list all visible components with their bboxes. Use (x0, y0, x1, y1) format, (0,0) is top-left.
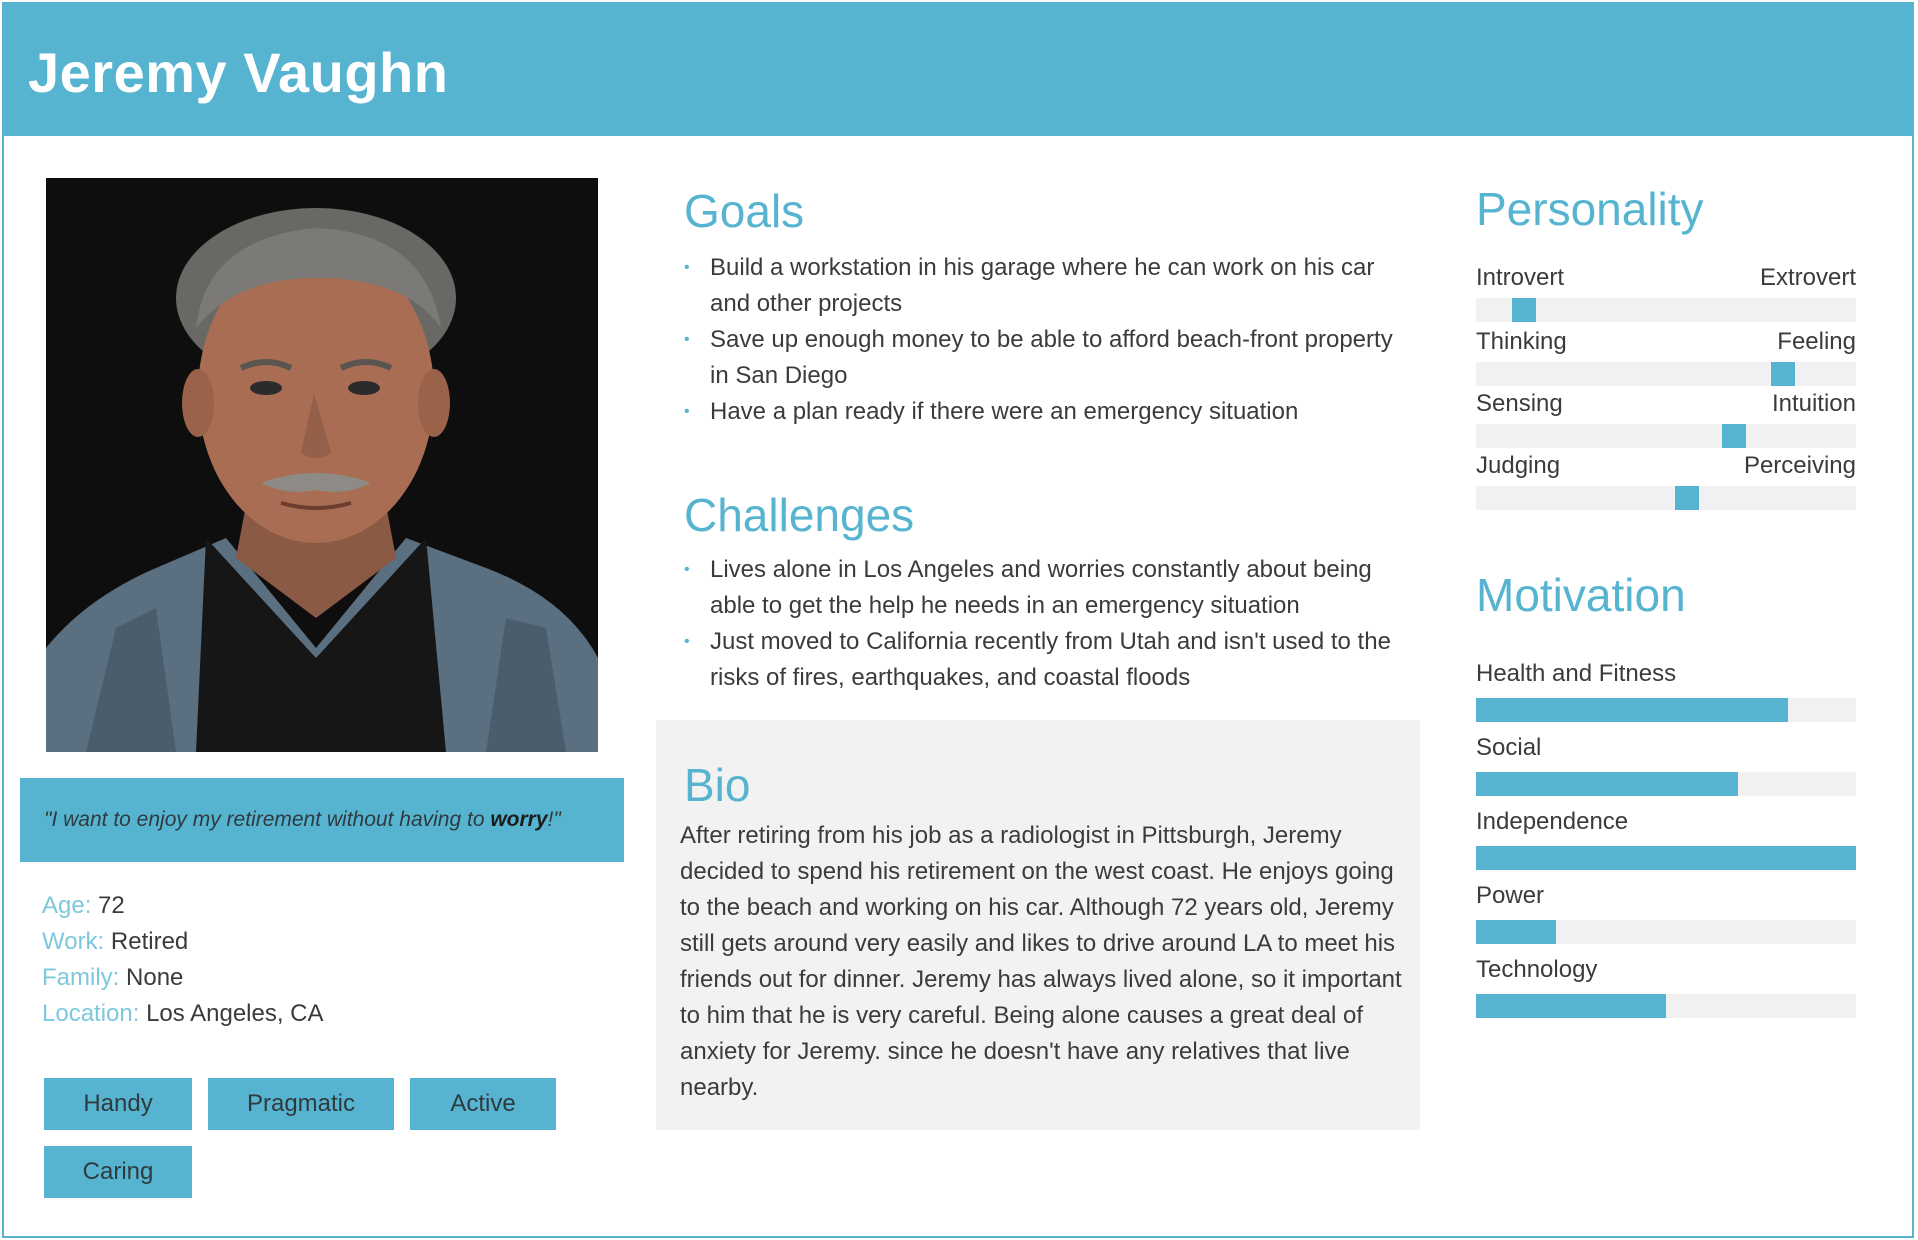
tag-caring: Caring (44, 1146, 192, 1198)
motivation-track (1476, 846, 1856, 870)
tag-pragmatic: Pragmatic (208, 1078, 394, 1130)
trait-left-label: Thinking (1476, 328, 1567, 355)
fact-key: Family: (42, 964, 120, 991)
motivation-health-fitness (1476, 660, 1856, 690)
motivation-label: Power (1476, 882, 1545, 909)
motivation-fill (1476, 846, 1856, 870)
challenges-heading: Challenges (684, 489, 915, 541)
motivation-label: Technology (1476, 956, 1598, 983)
challenges-list (684, 552, 1414, 696)
trait-track (1476, 362, 1856, 386)
tag-active: Active (410, 1078, 556, 1130)
motivation-independence (1476, 808, 1856, 838)
trait-marker (1512, 298, 1536, 322)
trait-left-label: Judging (1476, 452, 1561, 479)
trait-right-label: Extrovert (1759, 264, 1856, 291)
trait-thinking-feeling (1476, 328, 1856, 358)
quote-box (20, 778, 624, 862)
fact-family (42, 960, 324, 996)
list-item: • Lives alone in Los Angeles and worries constantly about being able to get the help he needs in an emergency situation (684, 552, 1414, 624)
motivation-track (1476, 698, 1856, 722)
trait-track (1476, 424, 1856, 448)
quote-text-start: "I want to enjoy my retirement without having to (44, 808, 491, 831)
trait-sensing-intuition (1476, 390, 1856, 420)
goals-list (684, 250, 1404, 430)
motivation-label: Health and Fitness (1476, 660, 1677, 687)
motivation-fill (1476, 920, 1556, 944)
motivation-fill (1476, 698, 1788, 722)
motivation-fill (1476, 772, 1738, 796)
motivation-technology (1476, 956, 1856, 986)
trait-right-label: Perceiving (1743, 452, 1856, 479)
motivation-track (1476, 772, 1856, 796)
fact-value: Retired (110, 928, 189, 955)
fact-work (42, 924, 324, 960)
motivation-power (1476, 882, 1856, 912)
fact-value: None (126, 964, 184, 991)
tag-handy: Handy (44, 1078, 192, 1130)
trait-left-label: Introvert (1476, 264, 1565, 291)
motivation-track (1476, 920, 1856, 944)
list-item: • Just moved to California recently from Utah and isn't used to the risks of fires, earthquakes, and coastal floods (684, 624, 1414, 696)
fact-age (42, 888, 324, 924)
motivation-label: Independence (1476, 808, 1629, 835)
header-bar (2, 2, 1914, 136)
quote-text-end: !" (547, 808, 561, 831)
trait-right-label: Intuition (1771, 390, 1856, 417)
fact-key: Work: (42, 928, 105, 955)
personality-heading: Personality (1476, 183, 1704, 235)
trait-judging-perceiving (1476, 452, 1856, 482)
trait-marker (1675, 486, 1699, 510)
quote-emphasis: worry (490, 808, 548, 831)
goals-heading: Goals (684, 185, 805, 237)
list-item: • Have a plan ready if there were an emergency situation (684, 394, 1404, 430)
bio-heading: Bio (684, 759, 751, 811)
bio-text: After retiring from his job as a radiologist in Pittsburgh, Jeremy decided to spend his retirement on the west coast. He enjoys going to the beach and working on his car. Although 72 years old, Jeremy still gets around very easily and likes to drive around LA to meet his friends out for dinner. Jeremy has always lived alone, so it important to him that he is very careful. Being alone causes a great deal of anxiety for Jeremy. since he doesn't have any relatives that live nearby. (680, 822, 1402, 1101)
motivation-heading: Motivation (1476, 569, 1686, 621)
motivation-label: Social (1476, 734, 1542, 761)
fact-value: 72 (98, 892, 125, 919)
fact-value: Los Angeles, CA (146, 1000, 324, 1027)
persona-photo (46, 178, 598, 752)
list-item: • Build a workstation in his garage where he can work on his car and other projects (684, 250, 1404, 322)
motivation-track (1476, 994, 1856, 1018)
bio-panel (656, 720, 1420, 1130)
motivation-fill (1476, 994, 1666, 1018)
trait-right-label: Feeling (1777, 328, 1856, 355)
trait-left-label: Sensing (1476, 390, 1563, 417)
trait-marker (1722, 424, 1746, 448)
trait-introvert-extrovert (1476, 264, 1856, 294)
fact-location (42, 996, 324, 1032)
trait-marker (1771, 362, 1795, 386)
persona-facts (42, 888, 324, 1032)
list-item: • Save up enough money to be able to afford beach-front property in San Diego (684, 322, 1404, 394)
motivation-social (1476, 734, 1856, 764)
persona-name: Jeremy Vaughn (28, 41, 449, 104)
fact-key: Age: (42, 892, 92, 919)
trait-track (1476, 486, 1856, 510)
fact-key: Location: (42, 1000, 140, 1027)
trait-track (1476, 298, 1856, 322)
persona-quote (44, 808, 561, 832)
